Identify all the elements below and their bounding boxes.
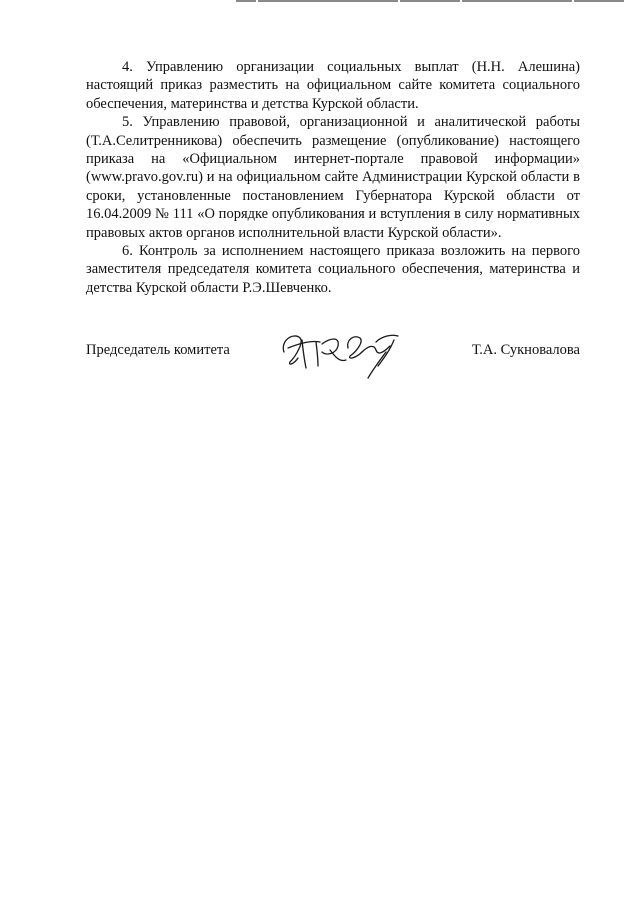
paragraph-item-5: 5. Управлению правовой, организационной и аналитической работы (Т.А.Селитренникова) обеспечить размещение (опубликование) настоящего приказа на «Официальном интернет-портале правовой информации» (www.pravo.gov.ru) и на официальном сайте Администрации Курской области в сроки, установленные постановлением Губернатора Курской области от 16.04.2009 № 111 «О порядке опубликования и вступления в силу нормативных правовых актов органов исполнительной власти Курской области». (86, 114, 580, 241)
signatory-title: Председатель комитета (86, 342, 230, 358)
paragraph-item-4: 4. Управлению организации социальных выплат (Н.Н. Алешина) настоящий приказ разместить на официальном сайте комитета социального обеспечения, материнства и детства Курской области. (86, 59, 580, 112)
document-body (86, 58, 580, 297)
paragraph-item-6: 6. Контроль за исполнением настоящего приказа возложить на первого заместителя председателя комитета социального обеспечения, материнства и детства Курской области Р.Э.Шевченко. (86, 243, 580, 296)
scan-edge-mark (236, 0, 640, 3)
signatory-name: Т.А. Сукновалова (471, 342, 580, 358)
handwritten-signature (276, 322, 426, 380)
signature-block (86, 320, 580, 380)
